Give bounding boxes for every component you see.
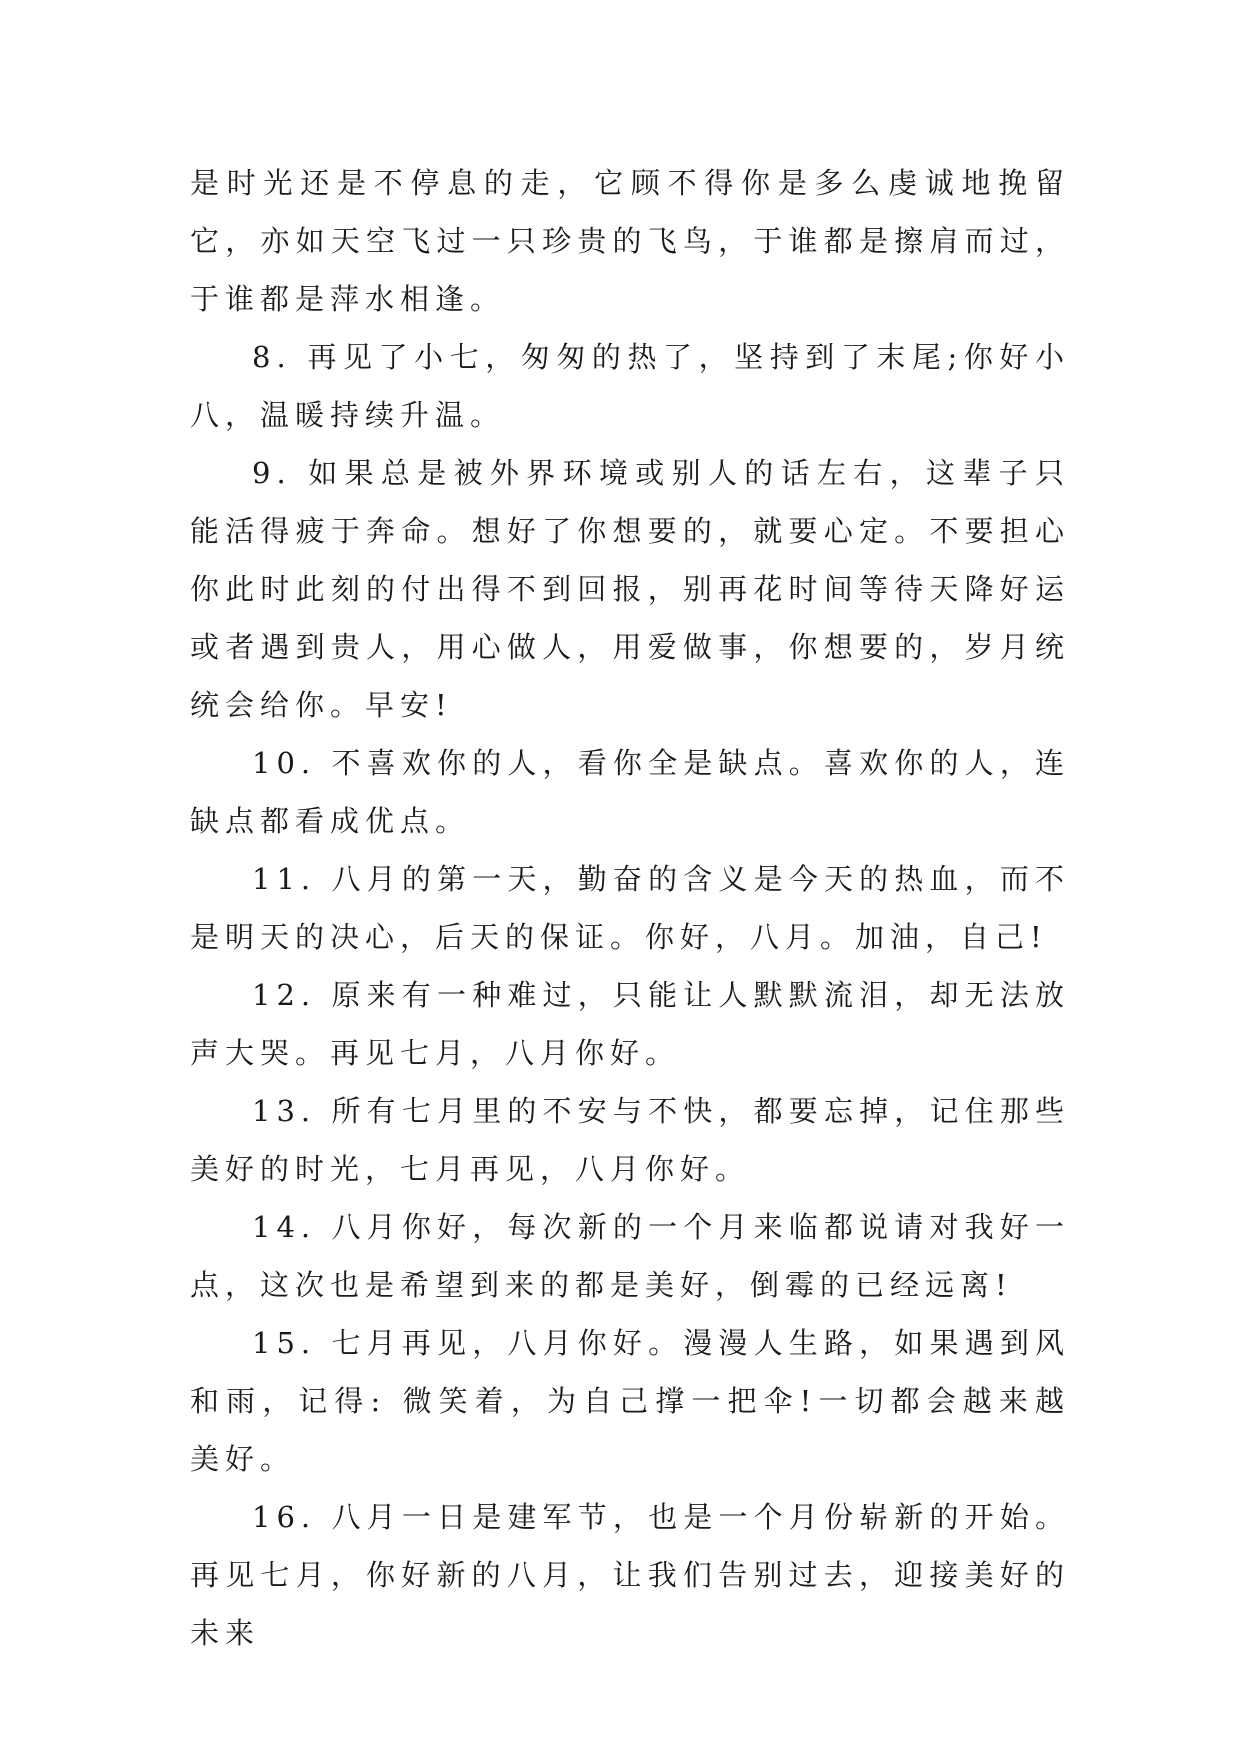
paragraph: 14. 八月你好，每次新的一个月来临都说请对我好一点，这次也是希望到来的都是美好，倒霉的已经远离!: [190, 1210, 1070, 1302]
paragraph: 16. 八月一日是建军节，也是一个月份崭新的开始。再见七月，你好新的八月，让我们告别过去，迎接美好的未来: [190, 1500, 1070, 1650]
paragraph: 15. 七月再见，八月你好。漫漫人生路，如果遇到风和雨，记得: 微笑着，为自己撑一把伞!一切都会越来越美好。: [190, 1326, 1070, 1476]
paragraph: 9. 如果总是被外界环境或别人的话左右，这辈子只能活得疲于奔命。想好了你想要的，就要心定。不要担心你此时此刻的付出得不到回报，别再花时间等待天降好运或者遇到贵人，用心做人，用爱做事，你想要的，岁月统统会给你。早安!: [190, 456, 1070, 722]
document-body: [190, 154, 1070, 1662]
paragraph: 12. 原来有一种难过，只能让人默默流泪，却无法放声大哭。再见七月，八月你好。: [190, 978, 1070, 1070]
paragraph: 8. 再见了小七，匆匆的热了，坚持到了末尾;你好小八，温暖持续升温。: [190, 340, 1070, 432]
paragraph: 11. 八月的第一天，勤奋的含义是今天的热血，而不是明天的决心，后天的保证。你好，八月。加油，自己!: [190, 862, 1070, 954]
paragraph: 10. 不喜欢你的人，看你全是缺点。喜欢你的人，连缺点都看成优点。: [190, 746, 1070, 838]
paragraph: 是时光还是不停息的走，它顾不得你是多么虔诚地挽留它，亦如天空飞过一只珍贵的飞鸟，于谁都是擦肩而过，于谁都是萍水相逢。: [190, 166, 1070, 316]
paragraph: 13. 所有七月里的不安与不快，都要忘掉，记住那些美好的时光，七月再见，八月你好。: [190, 1094, 1070, 1186]
